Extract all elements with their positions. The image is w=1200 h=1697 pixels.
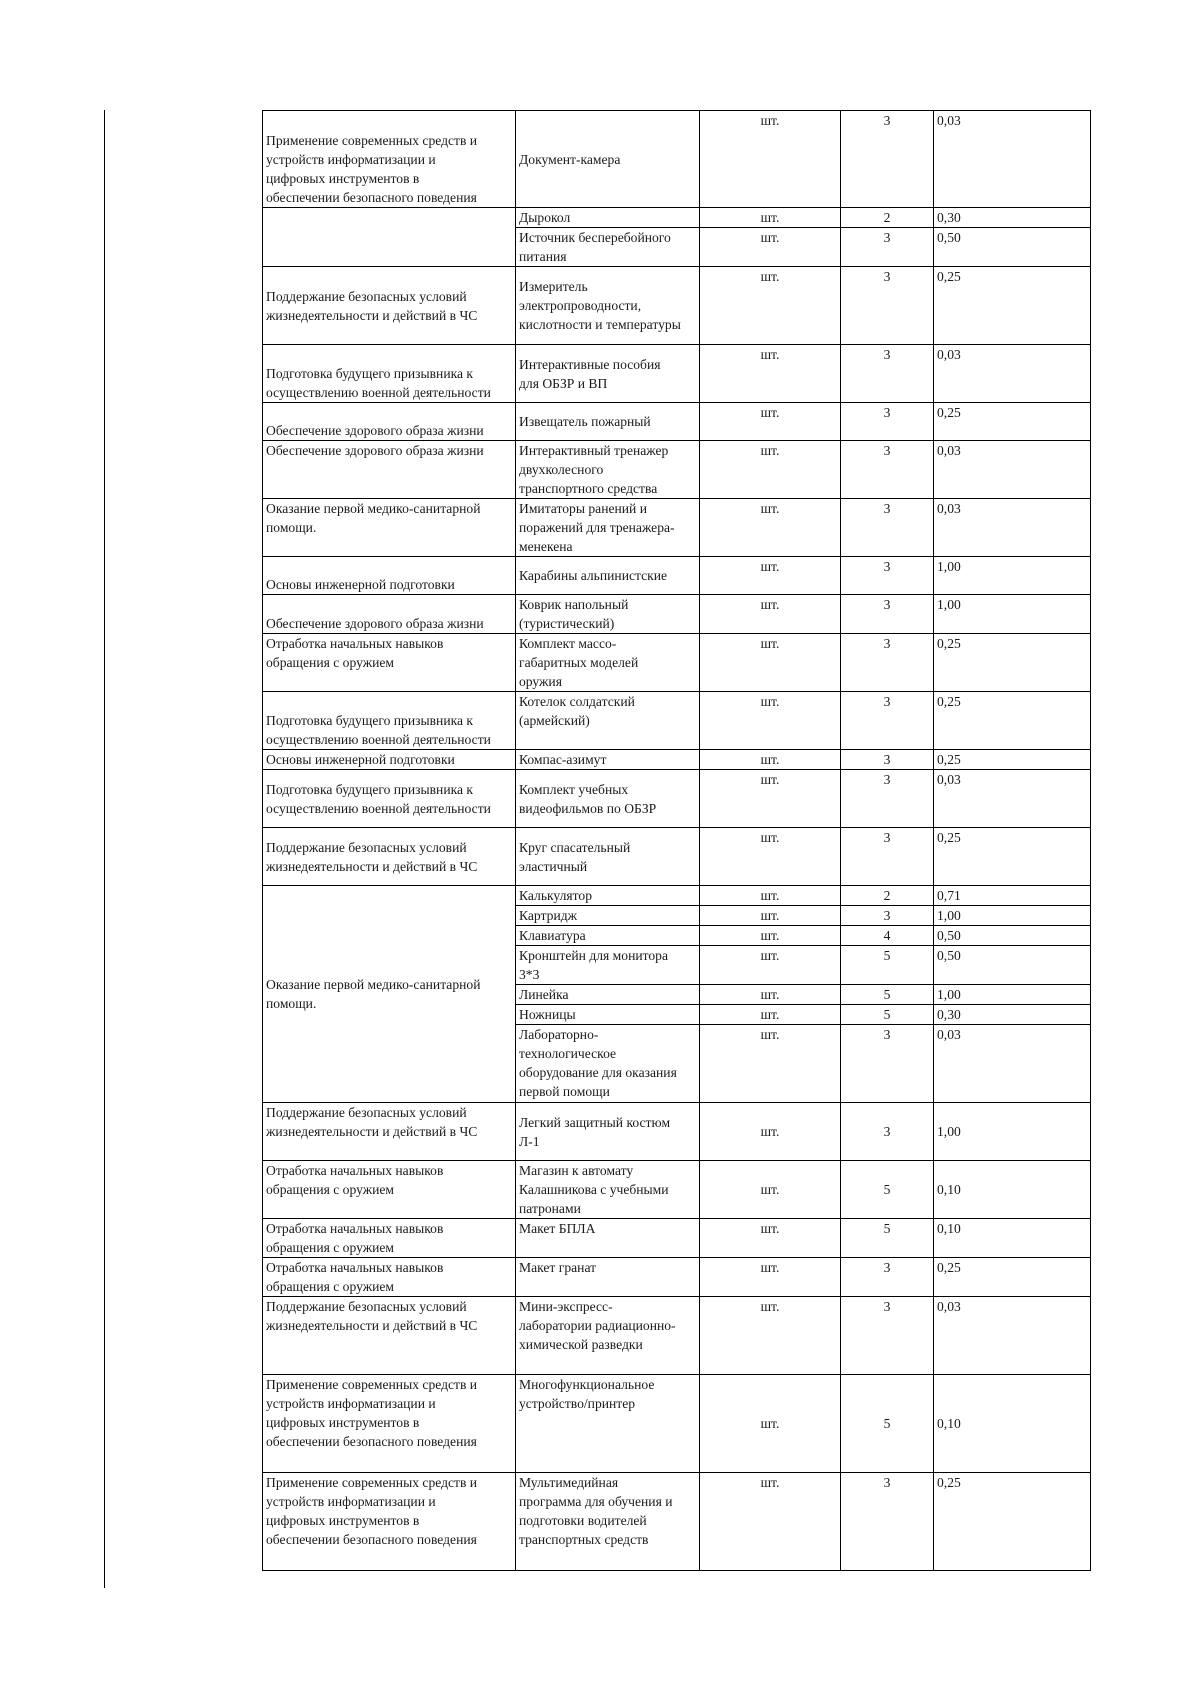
name-cell: Мультимедийная программа для обучения и подготовки водителей транспортных средств (516, 1473, 700, 1571)
unit-cell: шт. (700, 228, 841, 267)
qty-cell: 3 (841, 228, 934, 267)
value-cell: 0,25 (934, 692, 1091, 750)
purpose-cell: Основы инженерной подготовки (263, 750, 516, 770)
name-cell: Имитаторы ранений и поражений для тренажера- менекена (516, 499, 700, 557)
qty-cell: 3 (841, 1025, 934, 1103)
table-row (263, 208, 1091, 228)
name-cell: Круг спасательный эластичный (516, 828, 700, 886)
qty-cell: 5 (841, 1219, 934, 1258)
unit-cell: шт. (700, 946, 841, 985)
purpose-cell: Оказание первой медико-санитарной помощи. (263, 886, 516, 1103)
table-row (263, 111, 1091, 208)
qty-cell: 3 (841, 499, 934, 557)
purpose-cell: Обеспечение здорового образа жизни (263, 441, 516, 499)
unit-cell: шт. (700, 1025, 841, 1103)
qty-cell: 3 (841, 345, 934, 403)
name-cell: Линейка (516, 985, 700, 1005)
name-cell: Лабораторно- технологическое оборудование для оказания первой помощи (516, 1025, 700, 1103)
purpose-cell: Отработка начальных навыков обращения с оружием (263, 1219, 516, 1258)
value-cell: 0,50 (934, 926, 1091, 946)
table-row (263, 441, 1091, 499)
name-cell: Коврик напольный (туристический) (516, 595, 700, 634)
purpose-cell: Подготовка будущего призывника к осуществлению военной деятельности (263, 345, 516, 403)
qty-cell: 3 (841, 1258, 934, 1297)
unit-cell: шт. (700, 985, 841, 1005)
table-row (263, 1375, 1091, 1473)
name-cell: Калькулятор (516, 886, 700, 906)
table-row (263, 595, 1091, 634)
qty-cell: 3 (841, 111, 934, 208)
qty-cell: 3 (841, 770, 934, 828)
name-cell: Комплект учебных видеофильмов по ОБЗР (516, 770, 700, 828)
qty-cell: 4 (841, 926, 934, 946)
purpose-cell: Применение современных средств и устройств информатизации и цифровых инструментов в обеспечении безопасного поведения (263, 1473, 516, 1571)
unit-cell: шт. (700, 441, 841, 499)
table-row (263, 1473, 1091, 1571)
name-cell: Документ-камера (516, 111, 700, 208)
purpose-cell: Поддержание безопасных условий жизнедеятельности и действий в ЧС (263, 1103, 516, 1161)
unit-cell: шт. (700, 770, 841, 828)
unit-cell: шт. (700, 926, 841, 946)
name-cell: Ножницы (516, 1005, 700, 1025)
qty-cell: 2 (841, 208, 934, 228)
unit-cell: шт. (700, 1375, 841, 1473)
value-cell: 1,00 (934, 985, 1091, 1005)
unit-cell: шт. (700, 886, 841, 906)
value-cell: 0,03 (934, 499, 1091, 557)
table-row (263, 828, 1091, 886)
table-row (263, 1103, 1091, 1161)
purpose-cell: Отработка начальных навыков обращения с оружием (263, 1161, 516, 1219)
table-row (263, 499, 1091, 557)
table-row (263, 750, 1091, 770)
value-cell: 1,00 (934, 595, 1091, 634)
unit-cell: шт. (700, 557, 841, 595)
table-row (263, 886, 1091, 906)
value-cell: 1,00 (934, 557, 1091, 595)
purpose-cell: Обеспечение здорового образа жизни (263, 595, 516, 634)
value-cell: 0,25 (934, 750, 1091, 770)
name-cell: Извещатель пожарный (516, 403, 700, 441)
value-cell: 0,50 (934, 228, 1091, 267)
name-cell: Комплект массо- габаритных моделей оружия (516, 634, 700, 692)
value-cell: 0,03 (934, 345, 1091, 403)
table-row (263, 403, 1091, 441)
unit-cell: шт. (700, 906, 841, 926)
unit-cell: шт. (700, 267, 841, 345)
unit-cell: шт. (700, 828, 841, 886)
value-cell: 0,10 (934, 1219, 1091, 1258)
purpose-cell: Применение современных средств и устройств информатизации и цифровых инструментов в обеспечении безопасного поведения (263, 1375, 516, 1473)
value-cell: 0,03 (934, 441, 1091, 499)
qty-cell: 5 (841, 1375, 934, 1473)
qty-cell: 5 (841, 985, 934, 1005)
table-row (263, 267, 1091, 345)
unit-cell: шт. (700, 692, 841, 750)
purpose-cell: Поддержание безопасных условий жизнедеятельности и действий в ЧС (263, 828, 516, 886)
qty-cell: 3 (841, 828, 934, 886)
purpose-cell: Подготовка будущего призывника к осуществлению военной деятельности (263, 692, 516, 750)
equipment-table-body (263, 111, 1091, 1571)
name-cell: Многофункциональное устройство/принтер (516, 1375, 700, 1473)
table-row (263, 1219, 1091, 1258)
value-cell: 0,25 (934, 828, 1091, 886)
purpose-cell: Основы инженерной подготовки (263, 557, 516, 595)
value-cell: 0,25 (934, 1473, 1091, 1571)
unit-cell: шт. (700, 1005, 841, 1025)
value-cell: 0,25 (934, 1258, 1091, 1297)
unit-cell: шт. (700, 403, 841, 441)
purpose-cell: Поддержание безопасных условий жизнедеятельности и действий в ЧС (263, 1297, 516, 1375)
value-cell: 0,25 (934, 267, 1091, 345)
value-cell: 0,50 (934, 946, 1091, 985)
qty-cell: 3 (841, 595, 934, 634)
name-cell: Легкий защитный костюм Л-1 (516, 1103, 700, 1161)
unit-cell: шт. (700, 750, 841, 770)
table-row (263, 692, 1091, 750)
qty-cell: 2 (841, 886, 934, 906)
name-cell: Интерактивные пособия для ОБЗР и ВП (516, 345, 700, 403)
table-row (263, 1161, 1091, 1219)
unit-cell: шт. (700, 1103, 841, 1161)
purpose-cell: Оказание первой медико-санитарной помощи. (263, 499, 516, 557)
value-cell: 0,10 (934, 1375, 1091, 1473)
unit-cell: шт. (700, 1297, 841, 1375)
purpose-cell: Поддержание безопасных условий жизнедеятельности и действий в ЧС (263, 267, 516, 345)
purpose-cell: Обеспечение здорового образа жизни (263, 403, 516, 441)
name-cell: Макет БПЛА (516, 1219, 700, 1258)
qty-cell: 3 (841, 1297, 934, 1375)
name-cell: Клавиатура (516, 926, 700, 946)
qty-cell: 3 (841, 1473, 934, 1571)
name-cell: Интерактивный тренажер двухколесного транспортного средства (516, 441, 700, 499)
qty-cell: 3 (841, 267, 934, 345)
value-cell: 0,30 (934, 1005, 1091, 1025)
unit-cell: шт. (700, 1473, 841, 1571)
name-cell: Котелок солдатский (армейский) (516, 692, 700, 750)
table-row (263, 557, 1091, 595)
table-row (263, 345, 1091, 403)
name-cell: Картридж (516, 906, 700, 926)
left-margin-line (104, 110, 105, 1588)
name-cell: Карабины альпинистские (516, 557, 700, 595)
value-cell: 0,03 (934, 111, 1091, 208)
unit-cell: шт. (700, 499, 841, 557)
unit-cell: шт. (700, 595, 841, 634)
purpose-cell: Отработка начальных навыков обращения с оружием (263, 1258, 516, 1297)
value-cell: 0,03 (934, 770, 1091, 828)
unit-cell: шт. (700, 208, 841, 228)
qty-cell: 3 (841, 634, 934, 692)
qty-cell: 3 (841, 441, 934, 499)
purpose-cell: Применение современных средств и устройств информатизации и цифровых инструментов в обеспечении безопасного поведения (263, 111, 516, 208)
value-cell: 0,03 (934, 1025, 1091, 1103)
qty-cell: 3 (841, 403, 934, 441)
purpose-cell: Отработка начальных навыков обращения с оружием (263, 634, 516, 692)
name-cell: Магазин к автомату Калашникова с учебными патронами (516, 1161, 700, 1219)
value-cell: 0,71 (934, 886, 1091, 906)
unit-cell: шт. (700, 111, 841, 208)
unit-cell: шт. (700, 1219, 841, 1258)
table-row (263, 770, 1091, 828)
qty-cell: 3 (841, 1103, 934, 1161)
purpose-cell (263, 208, 516, 267)
qty-cell: 3 (841, 906, 934, 926)
qty-cell: 3 (841, 557, 934, 595)
name-cell: Дырокол (516, 208, 700, 228)
unit-cell: шт. (700, 1161, 841, 1219)
value-cell: 1,00 (934, 1103, 1091, 1161)
value-cell: 0,10 (934, 1161, 1091, 1219)
name-cell: Компас-азимут (516, 750, 700, 770)
name-cell: Макет гранат (516, 1258, 700, 1297)
purpose-cell: Подготовка будущего призывника к осуществлению военной деятельности (263, 770, 516, 828)
equipment-table (262, 110, 1091, 1571)
table-row (263, 634, 1091, 692)
value-cell: 0,25 (934, 634, 1091, 692)
qty-cell: 3 (841, 692, 934, 750)
qty-cell: 3 (841, 750, 934, 770)
qty-cell: 5 (841, 946, 934, 985)
table-row (263, 1258, 1091, 1297)
unit-cell: шт. (700, 1258, 841, 1297)
name-cell: Мини-экспресс- лаборатории радиационно- химической разведки (516, 1297, 700, 1375)
table-row (263, 1297, 1091, 1375)
unit-cell: шт. (700, 634, 841, 692)
name-cell: Измеритель электропроводности, кислотности и температуры (516, 267, 700, 345)
qty-cell: 5 (841, 1005, 934, 1025)
value-cell: 0,30 (934, 208, 1091, 228)
value-cell: 1,00 (934, 906, 1091, 926)
unit-cell: шт. (700, 345, 841, 403)
value-cell: 0,25 (934, 403, 1091, 441)
name-cell: Кронштейн для монитора 3*3 (516, 946, 700, 985)
qty-cell: 5 (841, 1161, 934, 1219)
name-cell: Источник бесперебойного питания (516, 228, 700, 267)
value-cell: 0,03 (934, 1297, 1091, 1375)
